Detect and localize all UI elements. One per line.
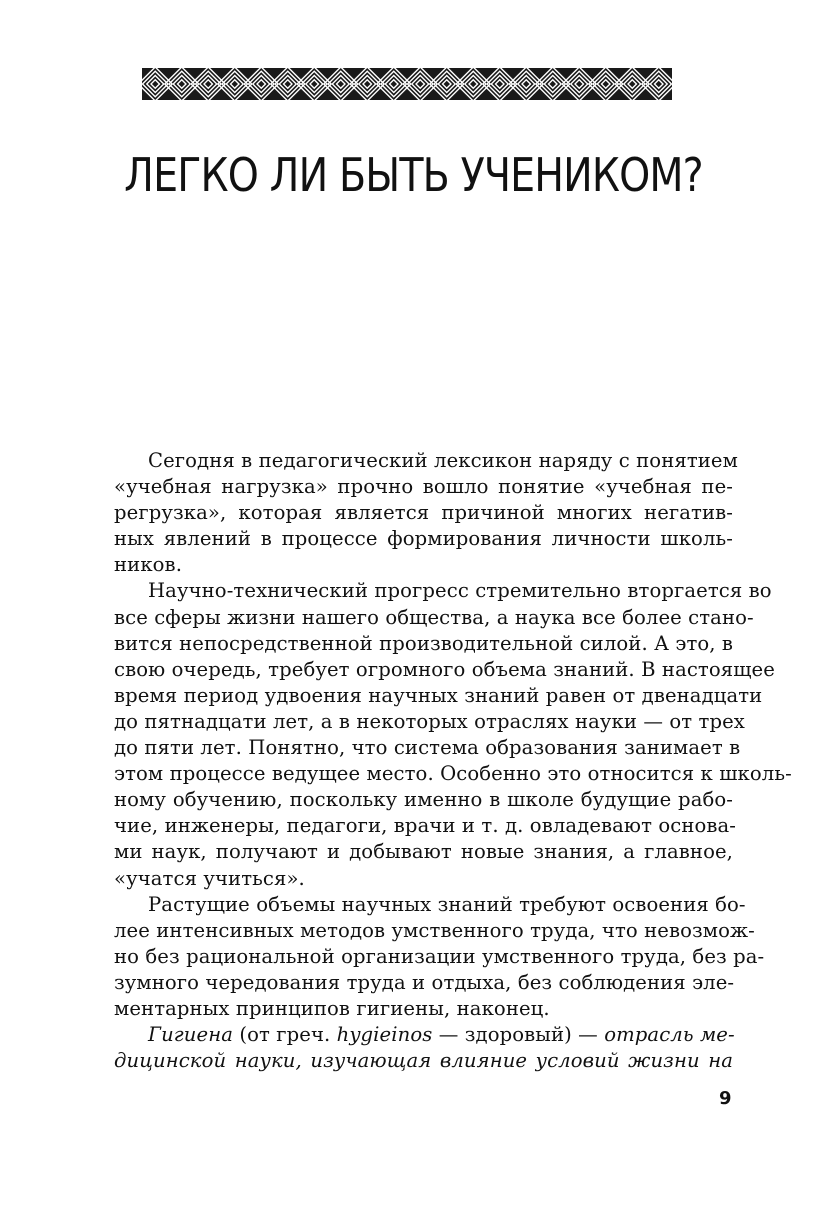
ornament-square <box>496 80 504 88</box>
text-line: вится непосредственной производительной силой. А это, в <box>114 631 734 655</box>
definition-text: отрасль ме- <box>604 1023 735 1047</box>
ornament-square <box>257 80 265 88</box>
text-line: Сегодня в педагогический лексикон наряду с понятием <box>148 449 738 472</box>
ornament-square <box>178 80 186 88</box>
text-line: ному обучению, поскольку именно в школе будущие рабо- <box>114 788 733 812</box>
text-line: этом процессе ведущее место. Особенно это относится к школь- <box>114 762 792 786</box>
text-line: ментарных принципов гигиены, наконец. <box>114 996 550 1020</box>
decorative-ornament-band <box>142 68 672 100</box>
text-line: «учатся учиться». <box>114 866 305 890</box>
definition-line: дицинской науки, изучающая влияние условий жизни на <box>114 1049 733 1073</box>
paragraph-3 <box>80 892 765 1022</box>
definition-origin-open: (от греч. <box>233 1023 337 1047</box>
ornament-square <box>390 80 398 88</box>
paragraph-2 <box>80 578 792 891</box>
ornament-square <box>231 80 239 88</box>
ornament-square <box>628 80 636 88</box>
text-line: ми наук, получают и добывают новые знания, а главное, <box>114 840 733 864</box>
paragraph-definition <box>80 1022 733 1074</box>
text-line: Растущие объемы научных знаний требуют освоения бо- <box>148 892 746 916</box>
text-line: «учебная нагрузка» прочно вошло понятие «учебная пе- <box>114 475 733 499</box>
paragraph-1 <box>80 448 738 578</box>
text-line: лее интенсивных методов умственного труда, что невозмож- <box>114 918 755 942</box>
text-line: время период удвоения научных знаний равен от двенадцати <box>114 683 763 707</box>
ornament-square <box>575 80 583 88</box>
ornament-square <box>337 80 345 88</box>
ornament-square <box>284 80 292 88</box>
text-line: чие, инженеры, педагоги, врачи и т. д. овладевают основа- <box>114 814 737 838</box>
text-line: зумного чередования труда и отдыха, без соблюдения эле- <box>114 970 735 994</box>
definition-line <box>80 1022 733 1048</box>
ornament-square <box>522 80 530 88</box>
text-line: свою очередь, требует огромного объема знаний. В настоящее <box>114 657 775 681</box>
ornament-square <box>151 80 159 88</box>
definition-term: Гигиена <box>148 1023 233 1047</box>
page-number: 9 <box>719 1088 732 1109</box>
greek-key-ornament-icon <box>142 68 672 100</box>
text-line: ных явлений в процессе формирования личности школь- <box>114 527 733 551</box>
definition-origin-close: — здоровый) — <box>432 1023 605 1047</box>
text-line: до пяти лет. Понятно, что система образования занимает в <box>114 736 741 760</box>
ornament-square <box>310 80 318 88</box>
text-line: но без рациональной организации умственного труда, без ра- <box>114 944 765 968</box>
text-line: Научно-технический прогресс стремительно вторгается во <box>148 579 772 603</box>
ornament-square <box>363 80 371 88</box>
text-line: регрузка», которая является причиной многих негатив- <box>114 501 733 525</box>
ornament-square <box>204 80 212 88</box>
text-line: ников. <box>114 553 183 577</box>
text-line: все сферы жизни нашего общества, а наука все более стано- <box>114 605 754 629</box>
ornament-square <box>443 80 451 88</box>
ornament-square <box>602 80 610 88</box>
ornament-square <box>416 80 424 88</box>
ornament-square <box>469 80 477 88</box>
ornament-square <box>549 80 557 88</box>
definition-origin-word: hygieinos <box>336 1023 433 1047</box>
body-text <box>80 448 792 1074</box>
page-title: ЛЕГКО ЛИ БЫТЬ УЧЕНИКОМ? <box>124 148 703 202</box>
ornament-square <box>655 80 663 88</box>
text-line: до пятнадцати лет, а в некоторых отраслях науки — от трех <box>114 709 745 733</box>
